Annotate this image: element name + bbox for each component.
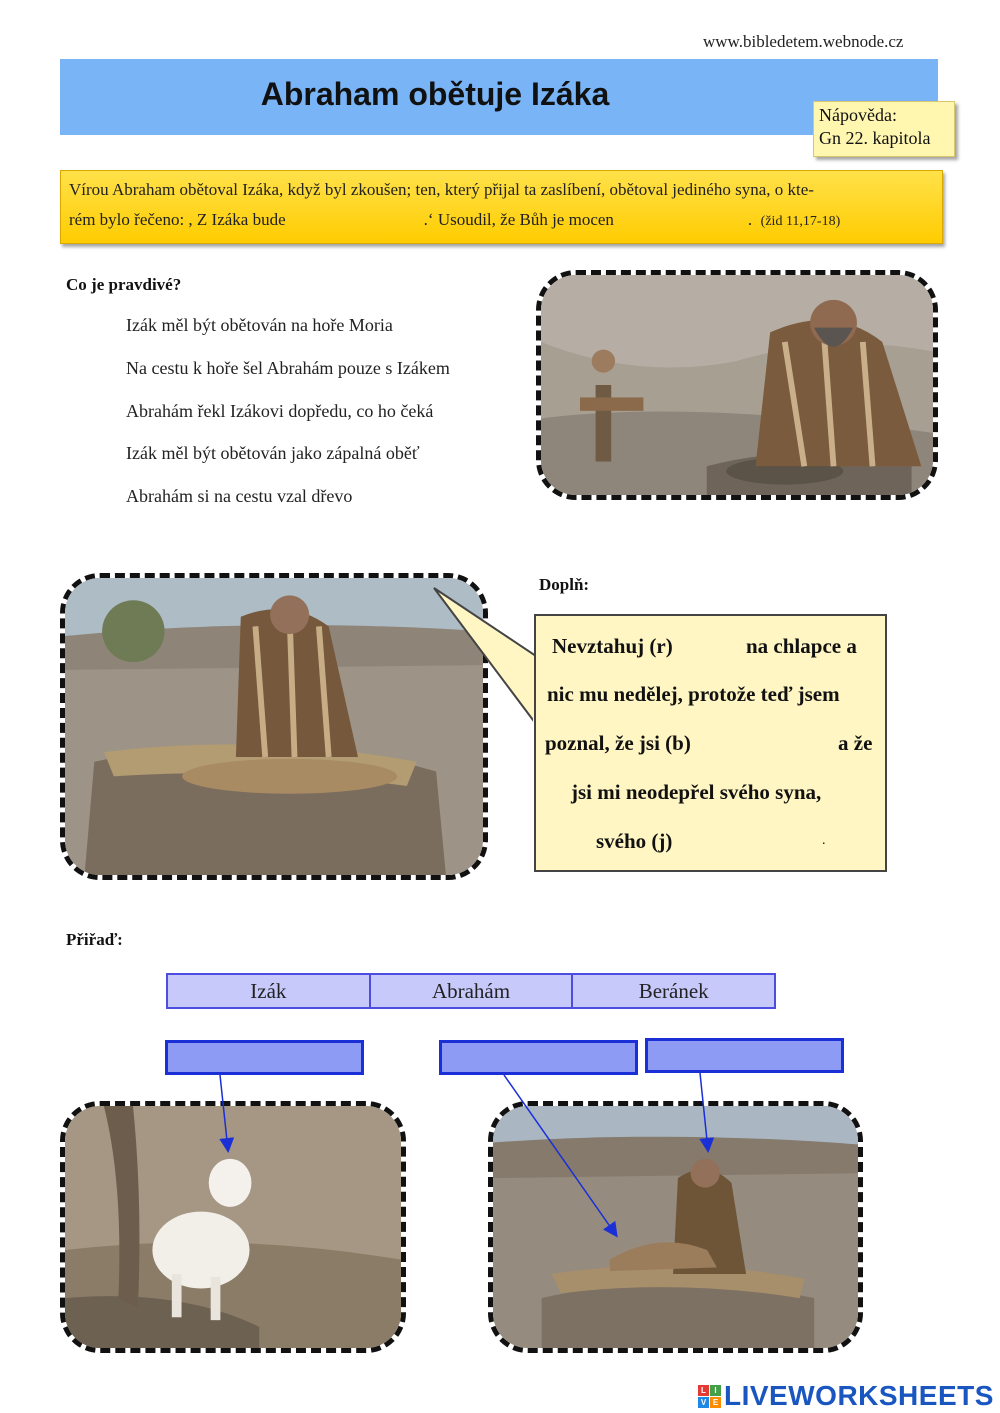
hint-note: [813, 101, 955, 157]
verse-blank-1[interactable]: [286, 211, 424, 237]
bubble-tail: [430, 584, 540, 729]
statement-3[interactable]: Abrahám řekl Izákovi dopředu, co ho čeká: [126, 401, 434, 421]
verse-line-2: [69, 205, 934, 237]
name-bar: [166, 973, 776, 1009]
photo-abraham-and-isaac: [488, 1101, 863, 1353]
hint-chapter: Gn 22. kapitola: [819, 128, 931, 148]
fill-line-1a: Nevztahuj (r): [552, 634, 673, 658]
fill-heading: Doplň:: [539, 575, 590, 594]
hint-label: Nápověda:: [819, 105, 897, 125]
drop-box-isaac[interactable]: [439, 1040, 638, 1075]
name-izak[interactable]: Izák: [168, 975, 371, 1007]
verse-text-a: rém bylo řečeno: , Z Izáka bude: [69, 210, 286, 229]
website-url: www.bibledetem.webnode.cz: [703, 32, 904, 51]
logo-grid-icon: [698, 1385, 721, 1408]
drop-box-abraham[interactable]: [645, 1038, 844, 1073]
fill-line-5a: svého (j): [596, 829, 673, 853]
fill-blank-j[interactable]: [688, 829, 818, 855]
photo-abraham-with-knife: [60, 573, 488, 880]
fill-bubble: [534, 614, 887, 872]
logo-text: LIVEWORKSHEETS: [724, 1380, 994, 1411]
photo-3-scene: [65, 1106, 401, 1348]
name-beranek[interactable]: Beránek: [638, 979, 709, 1003]
photo-abraham-building-altar: [536, 270, 938, 500]
fill-line-5b: .: [822, 833, 826, 848]
name-abraham[interactable]: Abrahám: [371, 975, 574, 1007]
verse-line-1: Vírou Abraham obětoval Izáka, když byl zkoušen; ten, který přijal ta zaslíbení, obětoval jediného syna, o kte-: [69, 180, 814, 199]
logo-letter-l: L: [698, 1385, 709, 1396]
statement-2[interactable]: Na cestu k hoře šel Abrahám pouze s Izákem: [126, 358, 450, 378]
statement-4[interactable]: Izák měl být obětován jako zápalná oběť: [126, 443, 420, 463]
match-heading: Přiřaď:: [66, 930, 123, 949]
statement-1[interactable]: Izák měl být obětován na hoře Moria: [126, 315, 393, 335]
drop-box-lamb[interactable]: [165, 1040, 364, 1075]
truth-heading: Co je pravdivé?: [66, 275, 182, 294]
verse-text-c: .: [747, 210, 753, 229]
fill-line-4: jsi mi neodepřel svého syna,: [571, 780, 822, 804]
liveworksheets-logo: [698, 1380, 994, 1412]
verse-box: [60, 170, 943, 244]
photo-2-scene: [65, 578, 483, 875]
fill-blank-b[interactable]: [718, 731, 828, 757]
fill-line-1b: na chlapce a: [746, 634, 857, 658]
photo-4-scene: [493, 1106, 858, 1348]
verse-blank-2[interactable]: [614, 211, 748, 237]
fill-blank-r[interactable]: [697, 634, 745, 660]
fill-line-3b: a že: [838, 731, 873, 755]
page-title: Abraham obětuje Izáka: [260, 76, 610, 112]
verse-text-b: .‘ Usoudil, že Bůh je mocen: [423, 210, 614, 229]
verse-reference: (žid 11,17-18): [760, 214, 841, 229]
fill-line-3a: poznal, že jsi (b): [545, 731, 691, 755]
photo-1-scene: [541, 275, 933, 495]
logo-letter-v: V: [698, 1397, 709, 1408]
photo-lamb: [60, 1101, 406, 1353]
logo-letter-e: E: [710, 1397, 721, 1408]
logo-letter-i: I: [710, 1385, 721, 1396]
fill-line-2: nic mu nedělej, protože teď jsem: [547, 682, 840, 706]
statement-5[interactable]: Abrahám si na cestu vzal dřevo: [126, 486, 353, 506]
